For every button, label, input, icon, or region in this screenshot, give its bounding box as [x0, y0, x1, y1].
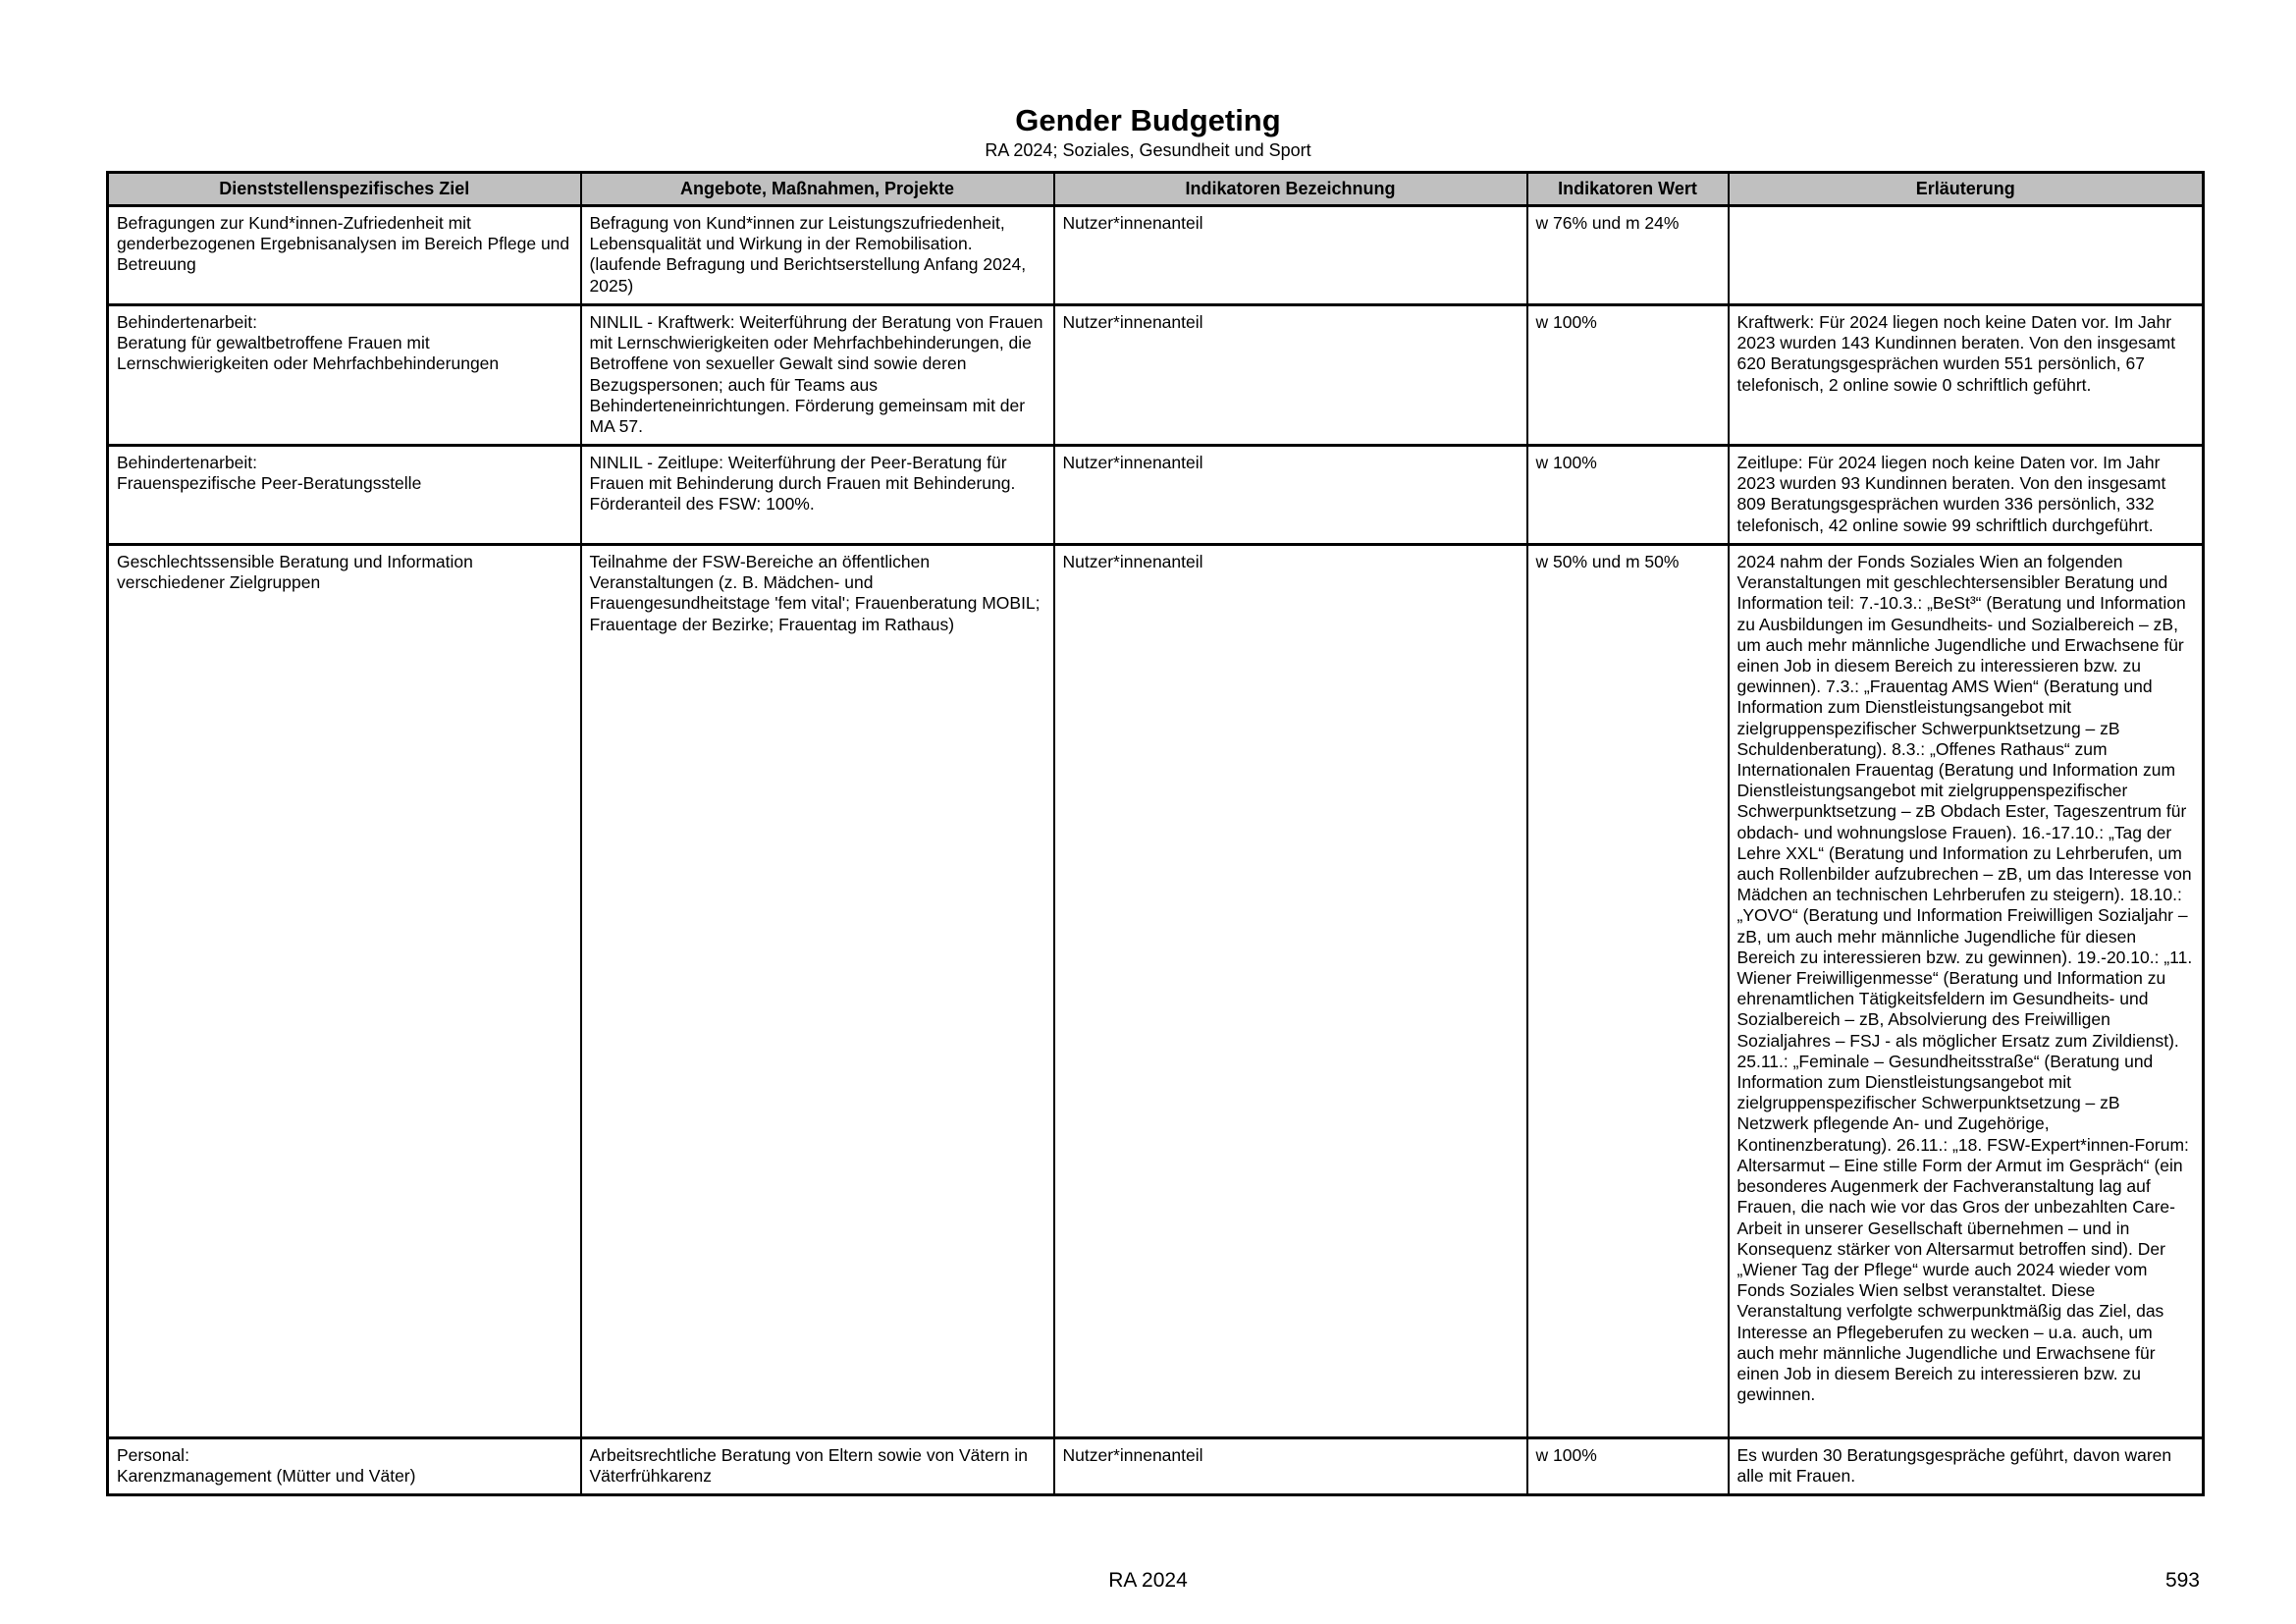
cell-ziel: Behindertenarbeit: Beratung für gewaltbetroffene Frauen mit Lernschwierigkeiten oder Mehrfachbehinderungen [108, 305, 581, 446]
cell-indikator-wert: w 50% und m 50% [1527, 545, 1729, 1438]
footer-report-label: RA 2024 [1108, 1569, 1188, 1592]
column-header-angebote: Angebote, Maßnahmen, Projekte [581, 173, 1054, 206]
cell-indikator-bezeichnung: Nutzer*innenanteil [1054, 446, 1527, 545]
table-header-row [108, 173, 2204, 206]
cell-indikator-wert: w 100% [1527, 305, 1729, 446]
cell-erlaeuterung: 2024 nahm der Fonds Soziales Wien an folgenden Veranstaltungen mit geschlechtersensibler Beratung und Information teil: 7.-10.3.: „BeSt³“ (Beratung und Information zu Ausbildungen im Gesundheits- und Sozialbereich – zB, um auch mehr männliche Jugendliche und Erwachsene für einen Job in diesem Bereich zu interessieren bzw. zu gewinnen). 7.3.: „Frauentag AMS Wien“ (Beratung und Information zum Dienstleistungsangebot mit zielgruppenspezifischer Schwerpunktsetzung – zB Schuldenberatung). 8.3.: „Offenes Rathaus“ zum Internationalen Frauentag (Beratung und Information zum Dienstleistungsangebot mit zielgruppenspezifischer Schwerpunktsetzung – zB Obdach Ester, Tageszentrum für obdach- und wohnungslose Frauen). 16.-17.10.: „Tag der Lehre XXL“ (Beratung und Information zu Lehrberufen, um auch Rollenbilder aufzubrechen – zB, um das Interesse von Mädchen an technischen Lehrberufen zu steigern). 18.10.: „YOVO“ (Beratung und Information Freiwilligen Sozialjahr – zB, um auch mehr männliche Jugendliche für diesen Bereich zu interessieren bzw. zu gewinnen). 19.-20.10.: „11. Wiener Freiwilligenmesse“ (Beratung und Information zu ehrenamtlichen Tätigkeitsfeldern im Gesundheits- und Sozialbereich – zB, Absolvierung des Freiwilligen Sozialjahres – FSJ - als möglicher Ersatz zum Zivildienst). 25.11.: „Feminale – Gesundheitsstraße“ (Beratung und Information zum Dienstleistungsangebot mit zielgruppenspezifischer Schwerpunktsetzung – zB Netzwerk pflegende An- und Zugehörige, Kontinenzberatung). 26.11.: „18. FSW-Expert*innen-Forum: Altersarmut – Eine stille Form der Armut im Gespräch“ (ein besonderes Augenmerk der Fachveranstaltung lag auf Frauen, die nach wie vor das Gros der unbezahlten Care-Arbeit in unserer Gesellschaft übernehmen – und in Konsequenz stärker von Altersarmut betroffen sind). Der „Wiener Tag der Pflege“ wurde auch 2024 wieder vom Fonds Soziales Wien selbst veranstaltet. Diese Veranstaltung verfolgte schwerpunktmäßig das Ziel, das Interesse an Pflegeberufen zu wecken – u.a. auch, um auch mehr männliche Jugendliche und Erwachsene für einen Job in diesem Bereich zu interessieren bzw. zu gewinnen. [1729, 545, 2204, 1438]
cell-erlaeuterung: Kraftwerk: Für 2024 liegen noch keine Daten vor. Im Jahr 2023 wurden 143 Kundinnen beraten. Von den insgesamt 620 Beratungsgesprächen wurden 551 persönlich, 67 telefonisch, 2 online sowie 0 schriftlich geführt. [1729, 305, 2204, 446]
column-header-ziel: Dienststellenspezifisches Ziel [108, 173, 581, 206]
cell-indikator-wert: w 76% und m 24% [1527, 206, 1729, 305]
gender-budgeting-table [106, 171, 2205, 1496]
cell-ziel: Behindertenarbeit: Frauenspezifische Peer-Beratungsstelle [108, 446, 581, 545]
cell-angebote: Arbeitsrechtliche Beratung von Eltern sowie von Vätern in Väterfrühkarenz [581, 1438, 1054, 1495]
cell-angebote: NINLIL - Kraftwerk: Weiterführung der Beratung von Frauen mit Lernschwierigkeiten oder Mehrfachbehinderungen, die Betroffene von sexueller Gewalt sind sowie deren Bezugspersonen; auch für Teams aus Behinderteneinrichtungen. Förderung gemeinsam mit der MA 57. [581, 305, 1054, 446]
cell-indikator-wert: w 100% [1527, 446, 1729, 545]
cell-angebote: NINLIL - Zeitlupe: Weiterführung der Peer-Beratung für Frauen mit Behinderung durch Frauen mit Behinderung. Förderanteil des FSW: 100%. [581, 446, 1054, 545]
column-header-indikatoren-bezeichnung: Indikatoren Bezeichnung [1054, 173, 1527, 206]
table-row [108, 206, 2204, 305]
cell-ziel: Personal: Karenzmanagement (Mütter und Väter) [108, 1438, 581, 1495]
cell-indikator-bezeichnung: Nutzer*innenanteil [1054, 545, 1527, 1438]
cell-erlaeuterung [1729, 206, 2204, 305]
page-subtitle: RA 2024; Soziales, Gesundheit und Sport [985, 140, 1311, 160]
cell-ziel: Geschlechtssensible Beratung und Information verschiedener Zielgruppen [108, 545, 581, 1438]
page-title: Gender Budgeting [1015, 103, 1281, 137]
page-header [0, 102, 2296, 161]
cell-angebote: Teilnahme der FSW-Bereiche an öffentlichen Veranstaltungen (z. B. Mädchen- und Frauengesundheitstage 'fem vital'; Frauenberatung MOBIL; Frauentage der Bezirke; Frauentag im Rathaus) [581, 545, 1054, 1438]
cell-indikator-bezeichnung: Nutzer*innenanteil [1054, 305, 1527, 446]
table-row [108, 545, 2204, 1438]
column-header-indikatoren-wert: Indikatoren Wert [1527, 173, 1729, 206]
column-header-erlaeuterung: Erläuterung [1729, 173, 2204, 206]
cell-indikator-bezeichnung: Nutzer*innenanteil [1054, 1438, 1527, 1495]
table-row [108, 1438, 2204, 1495]
table-row [108, 446, 2204, 545]
cell-indikator-wert: w 100% [1527, 1438, 1729, 1495]
cell-erlaeuterung: Zeitlupe: Für 2024 liegen noch keine Daten vor. Im Jahr 2023 wurden 93 Kundinnen beraten. Von den insgesamt 809 Beratungsgesprächen wurden 336 persönlich, 332 telefonisch, 42 online sowie 99 schriftlich durchgeführt. [1729, 446, 2204, 545]
cell-indikator-bezeichnung: Nutzer*innenanteil [1054, 206, 1527, 305]
cell-ziel: Befragungen zur Kund*innen-Zufriedenheit mit genderbezogenen Ergebnisanalysen im Bereich Pflege und Betreuung [108, 206, 581, 305]
page-number: 593 [2164, 1569, 2200, 1592]
cell-angebote: Befragung von Kund*innen zur Leistungszufriedenheit, Lebensqualität und Wirkung in der Remobilisation. (laufende Befragung und Berichtserstellung Anfang 2024, 2025) [581, 206, 1054, 305]
cell-erlaeuterung: Es wurden 30 Beratungsgespräche geführt, davon waren alle mit Frauen. [1729, 1438, 2204, 1495]
table-row [108, 305, 2204, 446]
